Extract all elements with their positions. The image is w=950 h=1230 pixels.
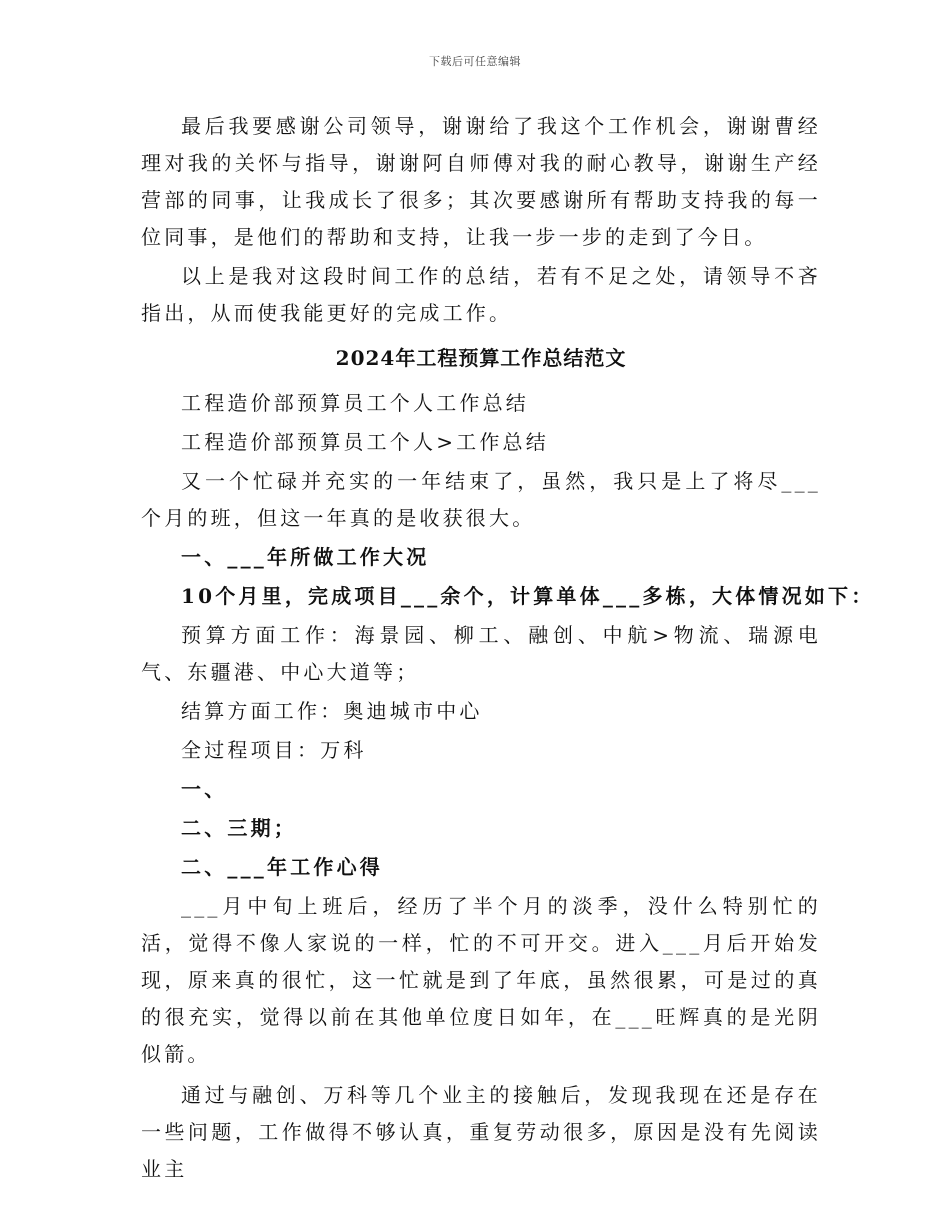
paragraph-intro: 又一个忙碌并充实的一年结束了，虽然，我只是上了将尽___个月的班，但这一年真的是收获很大。 [141,469,821,530]
settlement-work-line: 结算方面工作：奥迪城市中心 [181,699,483,723]
subtitle-line-1: 工程造价部预算员工个人工作总结 [181,391,529,415]
paragraph-experience: ___月中旬上班后，经历了半个月的淡季，没什么特别忙的活，觉得不像人家说的一样，忙的不可开交。进入___月后开始发现，原来真的很忙，这一忙就是到了年底，虽然很累，可是过的真的很充实，觉得以前在其他单位度日如年，在___旺辉真的是光阴似箭。 [141,894,821,1066]
paragraph-budget-work: 预算方面工作：海景园、柳工、融创、中航>物流、瑞源电气、东疆港、中心大道等； [141,623,821,684]
section-summary-line: 10个月里，完成项目___余个，计算单体___多栋，大体情况如下： [181,584,875,608]
section-heading-2: 二、___年工作心得 [181,855,383,879]
list-item-two: 二、三期； [181,816,297,840]
paragraph-closing: 以上是我对这段时间工作的总结，若有不足之处，请领导不吝指出，从而使我能更好的完成工作。 [141,264,821,325]
list-item-one: 一、 [181,777,228,801]
document-body [141,108,875,1190]
page-header: 下载后可任意编辑 [429,55,521,68]
document-title: 2024年工程预算工作总结范文 [335,346,627,370]
section-heading-1: 一、___年所做工作大况 [181,545,430,569]
full-process-line: 全过程项目：万科 [181,738,367,762]
paragraph-issues: 通过与融创、万科等几个业主的接触后，发现我现在还是存在一些问题，工作做得不够认真，重复劳动很多，原因是没有先阅读业主 [141,1083,821,1181]
subtitle-line-2: 工程造价部预算员工个人>工作总结 [181,430,549,454]
paragraph-thanks: 最后我要感谢公司领导，谢谢给了我这个工作机会，谢谢曹经理对我的关怀与指导，谢谢阿自师傅对我的耐心教导，谢谢生产经营部的同事，让我成长了很多；其次要感谢所有帮助支持我的每一位同事，是他们的帮助和支持，让我一步一步的走到了今日。 [141,114,821,249]
